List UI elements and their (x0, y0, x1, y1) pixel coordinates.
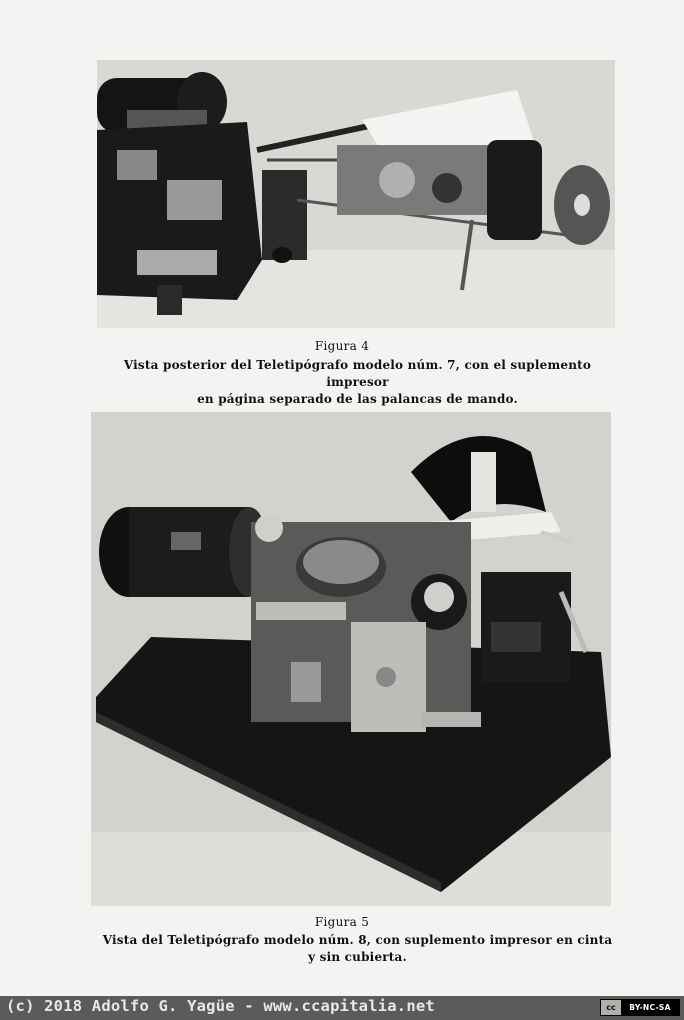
figure-4-caption-line-1: Vista posterior del Teletipógrafo modelo núm. 7, con el suplemento impresor (123, 358, 592, 389)
license-text: BY-NC-SA (621, 1000, 679, 1015)
figure-4-caption-line-2: en página separado de las palancas de mando. (197, 392, 518, 406)
figure-4-label: Figura 4 (314, 339, 370, 353)
figure-4-caption (100, 357, 615, 408)
creative-commons-icon: cc (601, 1000, 621, 1015)
figure-5-label: Figura 5 (314, 915, 370, 929)
license-badge (600, 999, 680, 1016)
figure-4-photo (97, 60, 615, 328)
copyright-text: (c) 2018 Adolfo G. Yagüe - www.ccapitalia.net (6, 997, 435, 1015)
figure-5-caption-line-2: y sin cubierta. (308, 950, 407, 964)
copyright-footer (0, 996, 684, 1020)
figure-5-caption-line-1: Vista del Teletipógrafo modelo núm. 8, con suplemento impresor en cinta (102, 933, 613, 947)
figure-5-caption (100, 932, 615, 966)
teletypewriter-model-8-image (91, 412, 611, 906)
teletypewriter-model-7-image (97, 60, 615, 328)
figure-5-photo (91, 412, 611, 906)
